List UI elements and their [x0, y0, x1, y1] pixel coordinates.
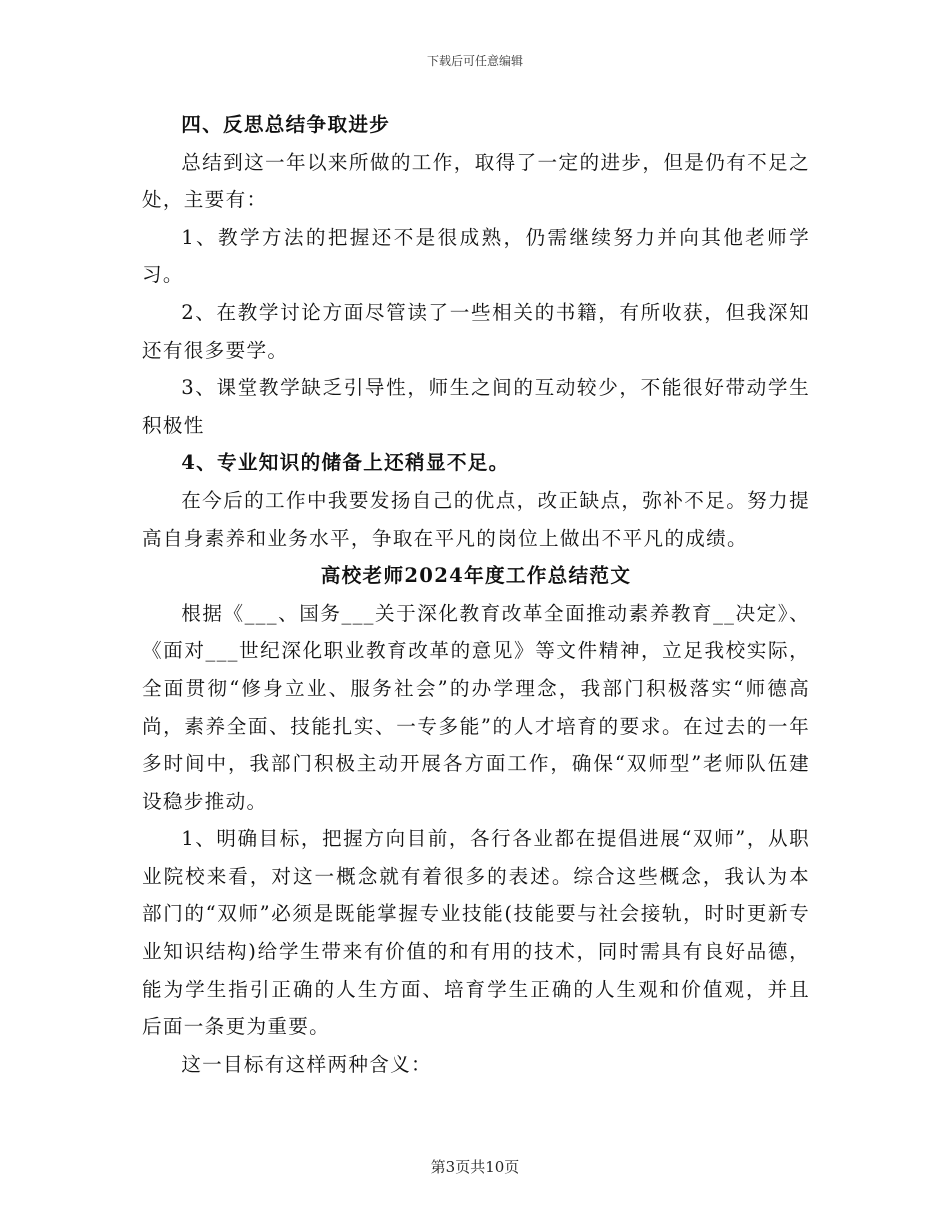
paragraph: 1、明确目标，把握方向目前，各行各业都在提倡进展“双师”，从职业院校来看，对这一概念就有着很多的表述。综合这些概念，我认为本部门的“双师”必须是既能掌握专业技能(技能要与社会接轨，时时更新专业知识结构)给学生带来有价值的和有用的技术，同时需具有良好品德，能为学生指引正确的人生方面、培育学生正确的人生观和价值观，并且后面一条更为重要。 [142, 827, 810, 1039]
document-title: 高校老师2024年度工作总结范文 [320, 564, 632, 588]
paragraph: 根据《___、国务___关于深化教育改革全面推动素养教育__决定》、《面对___世纪深化职业教育改革的意见》等文件精神，立足我校实际，全面贯彻“修身立业、服务社会”的办学理念，我部门积极落实“师德高尚，素养全面、技能扎实、一专多能”的人才培育的要求。在过去的一年多时间中，我部门积极主动开展各方面工作，确保“双师型”老师队伍建设稳步推动。 [142, 601, 810, 813]
page-header: 下载后可任意编辑 [426, 54, 523, 68]
paragraph: 这一目标有这样两种含义： [181, 1052, 432, 1076]
list-item: 2、在教学讨论方面尽管读了一些相关的书籍，有所收获，但我深知还有很多要学。 [142, 300, 810, 362]
section-heading: 四、反思总结争取进步 [181, 113, 391, 136]
document-body [142, 106, 810, 1083]
paragraph: 总结到这一年以来所做的工作，取得了一定的进步，但是仍有不足之处，主要有： [142, 150, 810, 212]
page-number: 第3页共10页 [430, 1158, 520, 1176]
list-item: 1、教学方法的把握还不是很成熟，仍需继续努力并向其他老师学习。 [142, 225, 810, 287]
list-item: 4、专业知识的储备上还稍显不足。 [181, 451, 510, 475]
paragraph: 在今后的工作中我要发扬自己的优点，改正缺点，弥补不足。努力提高自身素养和业务水平，争取在平凡的岗位上做出不平凡的成绩。 [142, 488, 810, 550]
list-item: 3、课堂教学缺乏引导性，师生之间的互动较少，不能很好带动学生积极性 [142, 376, 810, 437]
